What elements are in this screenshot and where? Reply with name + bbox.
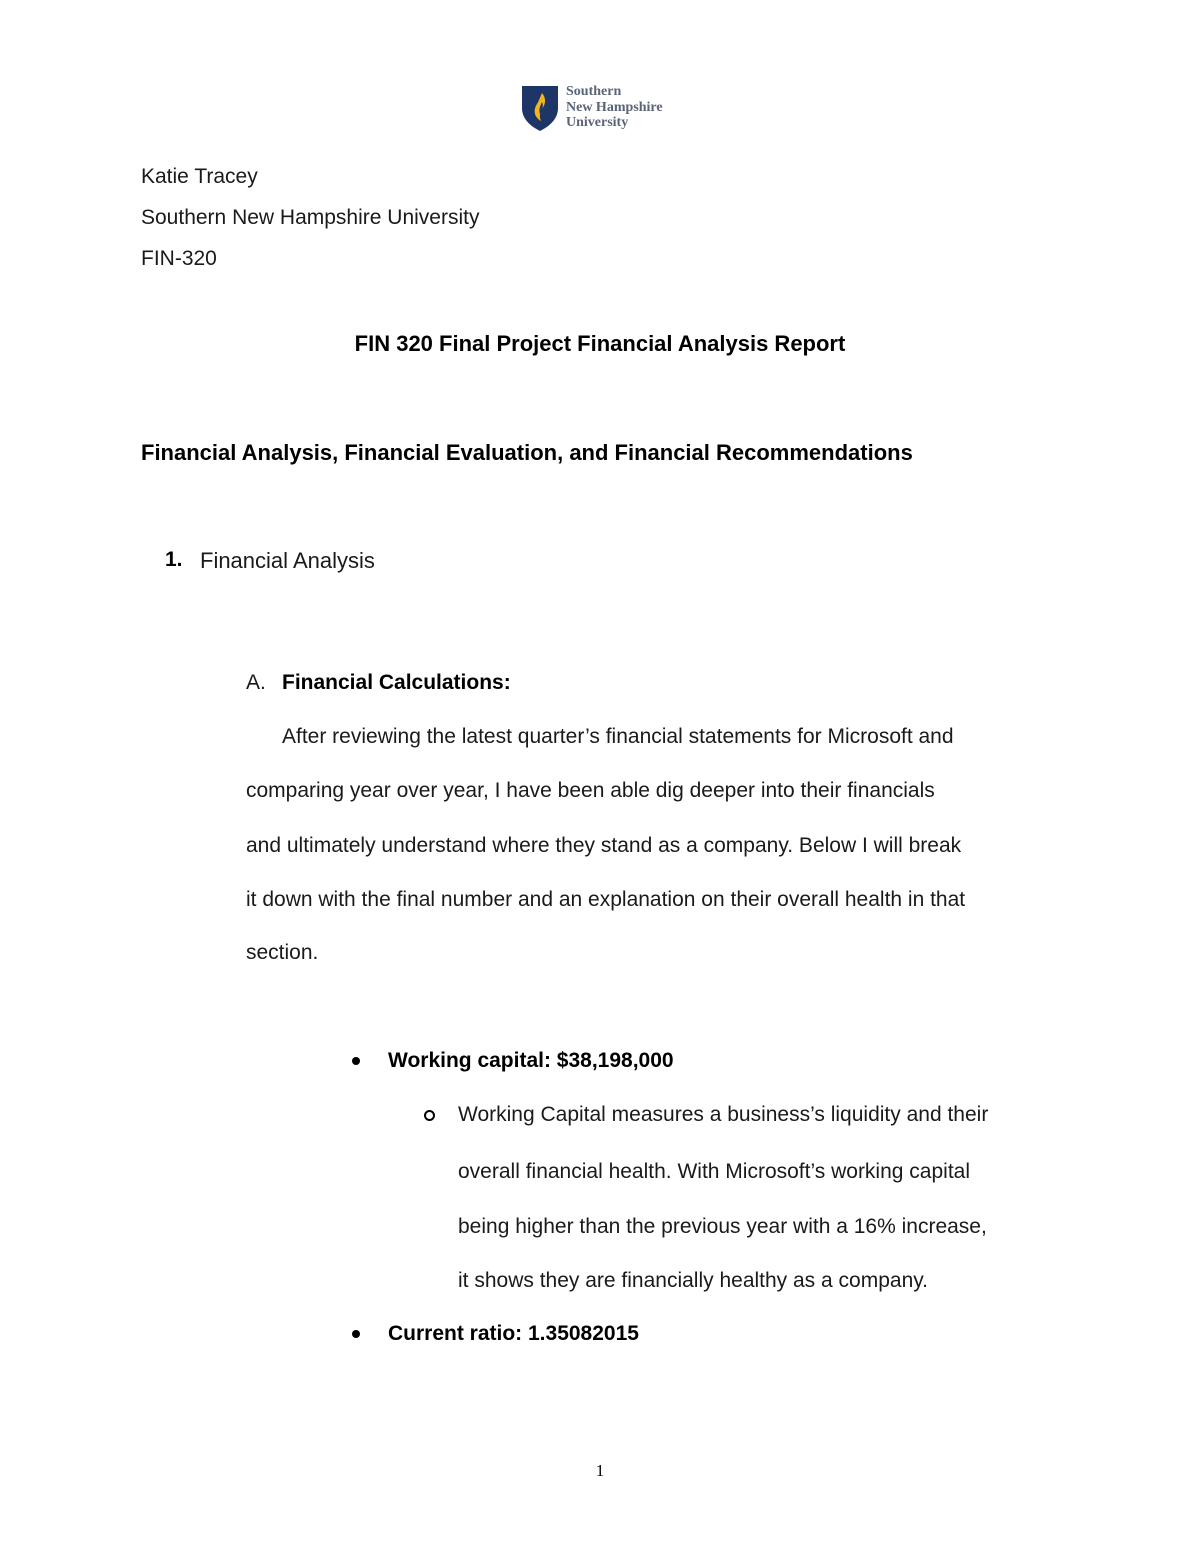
section-heading: Financial Analysis, Financial Evaluation, and Financial Recommendations (141, 440, 913, 465)
subsection-label: Financial Calculations: (282, 671, 511, 694)
institution-name: Southern New Hampshire University (141, 206, 480, 229)
page-number: 1 (595, 1461, 605, 1480)
author-name: Katie Tracey (141, 165, 258, 188)
paragraph-line: After reviewing the latest quarter’s financial statements for Microsoft and (282, 725, 954, 748)
logo-line-3: University (566, 115, 629, 130)
logo-wordmark (566, 84, 663, 131)
page-title: FIN 320 Final Project Financial Analysis Report (354, 331, 846, 356)
metric-detail-line: overall financial health. With Microsoft’s working capital (458, 1160, 970, 1183)
university-logo (520, 84, 690, 134)
metric-detail-line: Working Capital measures a business’s liquidity and their (458, 1103, 989, 1126)
paragraph-line: it down with the final number and an explanation on their overall health in that (246, 888, 966, 911)
paragraph-line: section. (246, 941, 319, 964)
subsection-letter: A. (246, 671, 266, 694)
logo-line-2: New Hampshire (566, 99, 663, 115)
bullet-icon (352, 1330, 360, 1338)
course-code: FIN-320 (141, 247, 217, 270)
metric-label-working-capital: Working capital: $38,198,000 (388, 1049, 674, 1072)
section-label: Financial Analysis (200, 548, 375, 573)
paragraph-line: and ultimately understand where they stand as a company. Below I will break (246, 834, 962, 857)
metric-label-current-ratio: Current ratio: 1.35082015 (388, 1322, 639, 1345)
circle-bullet-icon (424, 1110, 435, 1121)
logo-line-1: Southern (566, 84, 622, 99)
metric-detail-line: it shows they are financially healthy as a company. (458, 1269, 929, 1292)
bullet-icon (352, 1057, 360, 1065)
shield-flame-icon (520, 84, 560, 132)
section-number: 1. (165, 548, 183, 571)
metric-detail-line: being higher than the previous year with a 16% increase, (458, 1215, 987, 1238)
paragraph-line: comparing year over year, I have been able dig deeper into their financials (246, 779, 935, 802)
